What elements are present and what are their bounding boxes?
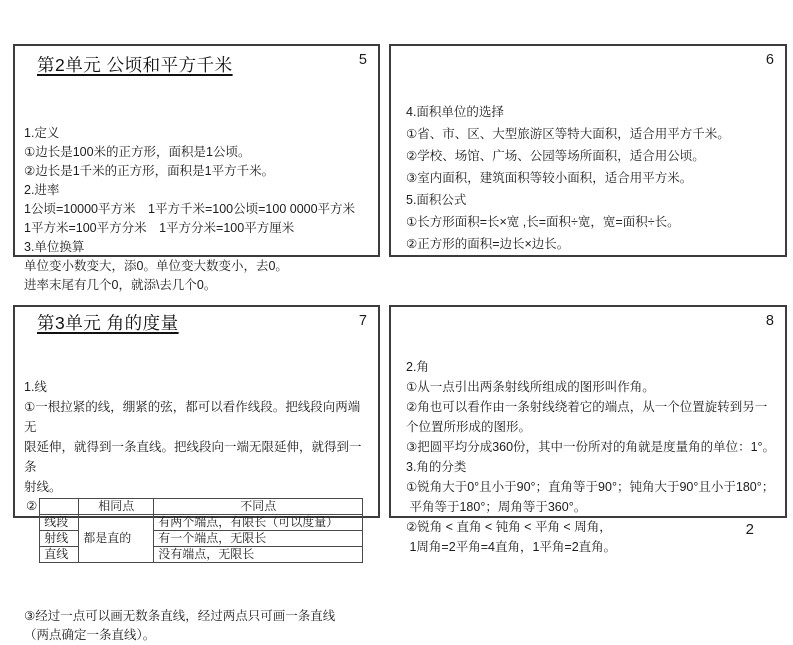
line-comparison-block (15, 498, 378, 563)
text-line: 限延伸，就得到一条直线。把线段向一端无限延伸，就得到一条 (24, 440, 362, 474)
table-header-cell: 不同点 (154, 499, 363, 515)
row-label-cell: 直线 (40, 547, 79, 563)
table-header-cell (40, 499, 79, 515)
row-label-cell: 射线 (40, 531, 79, 547)
slide-card-5 (13, 44, 380, 292)
text-line: 个位置所形成的图形。 (406, 420, 532, 434)
diff-point-cell: 有一个端点，无限长 (154, 531, 363, 547)
text-line: ②学校、场馆、广场、公园等场所面积，适合用公顷。 (406, 149, 705, 163)
slide-body (15, 563, 378, 645)
text-line: 4.面积单位的选择 (406, 105, 504, 119)
text-line: ①边长是100米的正方形，面积是1公顷。 (24, 145, 251, 159)
text-line: 5.面积公式 (406, 193, 467, 207)
text-line: ①省、市、区、大型旅游区等特大面积，适合用平方千米。 (406, 127, 730, 141)
same-point-cell: 都是直的 (79, 515, 154, 563)
slide-page-number: 8 (765, 313, 774, 329)
text-line: 1.线 (24, 380, 47, 394)
text-line: ③经过一点可以画无数条直线，经过两点只可画一条直线 (24, 609, 336, 623)
text-line: 1平方米=100平方分米 1平方分米=100平方厘米 (24, 221, 295, 235)
text-line: ③把圆平均分成360份，其中一份所对的角就是度量角的单位：1°。 (406, 440, 776, 454)
text-line: ①长方形面积=长×宽 ,长=面积÷宽，宽=面积÷长。 (406, 215, 680, 229)
slide-card-7 (13, 305, 380, 642)
text-line: 单位变小数变大，添0。单位变大数变小，去0。 (24, 259, 288, 273)
footer-page-number: 2 (745, 521, 754, 538)
diff-point-cell: 有两个端点，有限长（可以度量） (154, 515, 363, 531)
slide-body (391, 307, 785, 557)
text-line: ②角也可以看作由一条射线绕着它的端点，从一个位置旋转到另一 (406, 400, 768, 414)
text-line: ①锐角大于0°且小于90°；直角等于90°；钝角大于90°且小于180°； (406, 480, 775, 494)
slide-page-number: 5 (358, 52, 367, 68)
text-line: 3.角的分类 (406, 460, 467, 474)
text-line: ②锐角 < 直角 < 钝角 < 平角 < 周角， (406, 520, 612, 534)
text-line: （两点确定一条直线）。 (24, 628, 156, 642)
slide-page-number: 6 (765, 52, 774, 68)
slide-body (391, 46, 785, 255)
text-line: ②边长是1千米的正方形，面积是1平方千米。 (24, 164, 275, 178)
text-line: 3.单位换算 (24, 240, 85, 254)
text-line: ①一根拉紧的线，绷紧的弦，都可以看作线段。把线段向两端无 (24, 400, 361, 434)
text-line: ③室内面积，建筑面积等较小面积，适合用平方米。 (406, 171, 693, 185)
text-line: 1周角=2平角=4直角，1平角=2直角。 (406, 540, 617, 554)
text-line: 1.定义 (24, 126, 60, 140)
text-line: 2.进率 (24, 183, 60, 197)
diff-point-cell: 没有端点，无限长 (154, 547, 363, 563)
item-marker: ② (26, 499, 38, 513)
row-label-cell: 线段 (40, 515, 79, 531)
slide-title: 第3单元 角的度量 (37, 313, 179, 333)
table-header-row (40, 499, 363, 515)
slide-title: 第2单元 公顷和平方千米 (37, 55, 233, 75)
slide-page-number: 7 (358, 313, 367, 329)
text-line: 进率末尾有几个0，就添\去几个0。 (24, 278, 217, 292)
table-header-cell: 相同点 (79, 499, 154, 515)
text-line: 平角等于180°；周角等于360°。 (406, 500, 587, 514)
slide-card-6 (389, 44, 787, 257)
slide-body (15, 335, 378, 497)
table-row (40, 515, 363, 531)
text-line: 射线。 (24, 480, 62, 494)
text-line: 1公顷=10000平方米 1平方千米=100公顷=100 0000平方米 (24, 202, 356, 216)
text-line: ②正方形的面积=边长×边长。 (406, 237, 570, 251)
line-comparison-table (39, 498, 363, 563)
text-line: ①从一点引出两条射线所组成的图形叫作角。 (406, 380, 655, 394)
slide-body (15, 79, 378, 295)
slide-card-8 (389, 305, 787, 554)
text-line: 2.角 (406, 360, 429, 374)
